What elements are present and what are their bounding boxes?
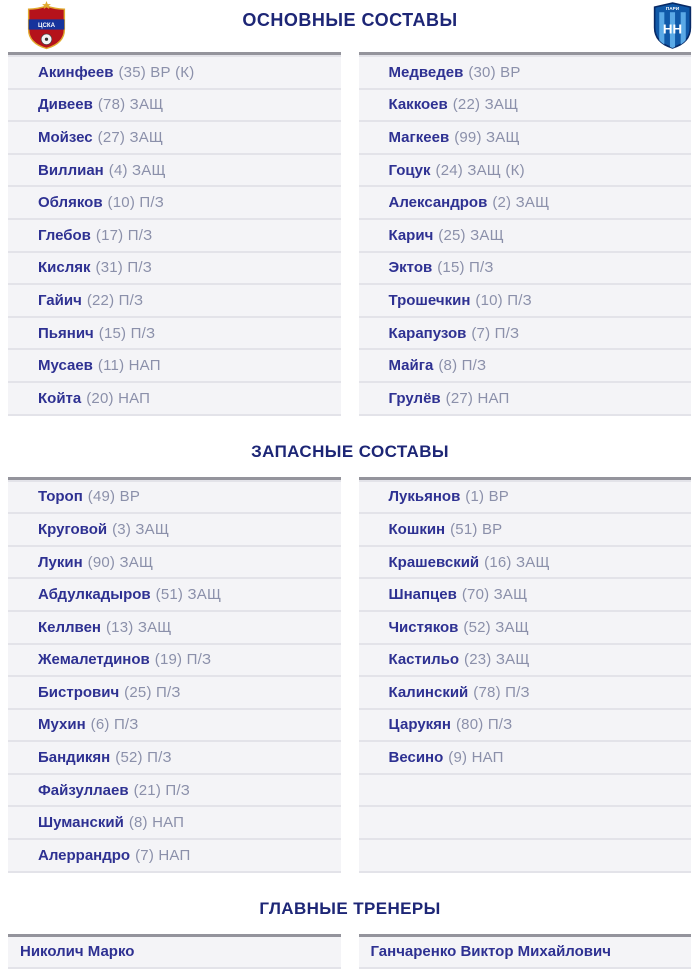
coach-name: Николич Марко xyxy=(20,943,135,961)
player-number-position: (8) П/З xyxy=(438,357,487,375)
player-name: Пьянич xyxy=(38,324,94,342)
player-row[interactable] xyxy=(8,773,341,806)
player-name: Лукьянов xyxy=(388,488,461,506)
player-number-position: (16) ЗАЩ xyxy=(484,553,550,571)
player-name: Бистрович xyxy=(38,683,120,701)
player-row[interactable] xyxy=(359,283,692,316)
player-row[interactable] xyxy=(8,675,341,708)
player-name: Тороп xyxy=(38,488,83,506)
player-number-position: (10) П/З xyxy=(107,194,164,212)
player-name: Гайич xyxy=(38,291,82,309)
player-row[interactable] xyxy=(8,643,341,676)
player-name: Грулёв xyxy=(388,389,441,407)
cska-crest-text: ЦСКА xyxy=(37,22,56,30)
player-name: Кастильо xyxy=(388,651,460,669)
player-number-position: (7) П/З xyxy=(471,324,520,342)
player-row[interactable] xyxy=(8,512,341,545)
player-number-position: (23) ЗАЩ xyxy=(464,651,530,669)
pari-nn-crest-top-text: ПАРИ xyxy=(665,6,680,12)
player-number-position: (35) ВР (К) xyxy=(118,63,195,81)
player-name: Магкеев xyxy=(388,128,450,146)
player-name: Карич xyxy=(388,226,434,244)
player-number-position: (25) ЗАЩ xyxy=(438,226,504,244)
section-title-substitutes: ЗАПАСНЫЕ СОСТАВЫ xyxy=(251,441,449,461)
player-name: Чистяков xyxy=(388,618,459,636)
player-row[interactable] xyxy=(359,675,692,708)
player-row[interactable] xyxy=(8,838,341,871)
player-row[interactable] xyxy=(359,185,692,218)
player-number-position: (17) П/З xyxy=(95,226,153,244)
subs-home-list xyxy=(8,477,341,873)
starting-lineups xyxy=(8,52,691,416)
player-row[interactable] xyxy=(8,283,341,316)
player-name: Шуманский xyxy=(38,814,124,832)
player-number-position: (78) ЗАЩ xyxy=(97,96,164,114)
player-name: Алеррандро xyxy=(38,846,131,864)
coach-row[interactable] xyxy=(8,937,341,968)
player-row[interactable] xyxy=(359,348,692,381)
pari-nn-crest-text: НН xyxy=(662,21,683,37)
player-number-position: (3) ЗАЩ xyxy=(112,520,170,538)
player-name: Кисляк xyxy=(38,259,91,277)
player-name: Крашевский xyxy=(388,553,480,571)
player-number-position: (10) П/З xyxy=(475,291,532,309)
player-row[interactable] xyxy=(359,251,692,284)
coaches-section xyxy=(8,934,691,969)
player-number-position: (22) П/З xyxy=(86,291,144,309)
player-number-position: (70) ЗАЩ xyxy=(461,586,528,604)
player-row[interactable] xyxy=(8,251,341,284)
player-number-position: (49) ВР xyxy=(87,488,141,506)
player-name: Эктов xyxy=(388,259,433,277)
player-name: Обляков xyxy=(38,194,103,212)
player-name: Файзуллаев xyxy=(38,781,129,799)
player-row[interactable] xyxy=(359,120,692,153)
player-row[interactable] xyxy=(359,805,692,838)
player-row[interactable] xyxy=(359,512,692,545)
player-row[interactable] xyxy=(359,545,692,578)
player-name: Дивеев xyxy=(38,96,93,114)
starting-away-list xyxy=(359,52,692,416)
player-number-position: (52) ЗАЩ xyxy=(463,618,529,636)
player-row[interactable] xyxy=(8,120,341,153)
player-number-position: (6) П/З xyxy=(90,716,139,734)
player-number-position: (8) НАП xyxy=(128,814,185,832)
player-number-position: (15) П/З xyxy=(98,324,156,342)
player-name: Келлвен xyxy=(38,618,101,636)
player-name: Жемалетдинов xyxy=(38,651,150,669)
player-name: Александров xyxy=(388,194,488,212)
player-name: Абдулкадыров xyxy=(38,586,151,604)
player-row[interactable] xyxy=(8,805,341,838)
player-row[interactable] xyxy=(8,316,341,349)
player-row[interactable] xyxy=(8,218,341,251)
player-name: Царукян xyxy=(388,716,451,734)
player-name: Глебов xyxy=(38,226,91,244)
player-row[interactable] xyxy=(8,708,341,741)
player-row[interactable] xyxy=(8,348,341,381)
player-row[interactable] xyxy=(8,153,341,186)
coach-name: Ганчаренко Виктор Михайлович xyxy=(370,943,611,961)
player-number-position: (21) П/З xyxy=(133,781,191,799)
player-name: Лукин xyxy=(38,553,83,571)
player-number-position: (24) ЗАЩ (К) xyxy=(435,161,525,179)
player-number-position: (1) ВР xyxy=(465,488,510,506)
player-name: Майга xyxy=(388,357,434,375)
player-row[interactable] xyxy=(359,218,692,251)
player-number-position: (9) НАП xyxy=(448,749,504,767)
player-row[interactable] xyxy=(359,610,692,643)
player-name: Каккоев xyxy=(388,96,448,114)
player-name: Виллиан xyxy=(38,161,104,179)
player-row[interactable] xyxy=(8,381,341,414)
player-number-position: (25) П/З xyxy=(124,683,181,701)
player-name: Мухин xyxy=(38,716,86,734)
player-name: Мойзес xyxy=(38,128,93,146)
player-row[interactable] xyxy=(8,610,341,643)
player-number-position: (19) П/З xyxy=(154,651,212,669)
player-name: Кошкин xyxy=(388,520,446,538)
player-name: Шнапцев xyxy=(388,586,457,604)
starting-home-list xyxy=(8,52,341,416)
player-number-position: (78) П/З xyxy=(473,683,530,701)
coach-home-list xyxy=(8,934,341,969)
player-number-position: (31) П/З xyxy=(95,259,152,277)
player-row[interactable] xyxy=(359,643,692,676)
player-row[interactable] xyxy=(8,545,341,578)
player-name: Калинский xyxy=(388,683,469,701)
player-number-position: (51) ЗАЩ xyxy=(155,586,222,604)
player-name: Акинфеев xyxy=(38,63,114,81)
player-number-position: (52) П/З xyxy=(115,749,172,767)
player-row[interactable] xyxy=(359,773,692,806)
player-row[interactable] xyxy=(8,55,341,88)
player-row[interactable] xyxy=(359,316,692,349)
player-name: Койта xyxy=(38,389,82,407)
player-row[interactable] xyxy=(359,480,692,513)
player-name: Карапузов xyxy=(388,324,467,342)
player-row[interactable] xyxy=(359,88,692,121)
player-name: Медведев xyxy=(388,63,464,81)
cska-crest-icon[interactable] xyxy=(24,1,69,55)
player-number-position: (51) ВР xyxy=(450,520,503,538)
player-number-position: (80) П/З xyxy=(455,716,513,734)
player-row[interactable] xyxy=(359,381,692,414)
lineups-header xyxy=(0,0,700,52)
player-name: Бандикян xyxy=(38,749,111,767)
player-number-position: (90) ЗАЩ xyxy=(87,553,154,571)
subs-away-list xyxy=(359,477,692,873)
player-number-position: (13) ЗАЩ xyxy=(105,618,172,636)
player-number-position: (20) НАП xyxy=(86,389,151,407)
player-row[interactable] xyxy=(8,740,341,773)
section-title-coaches: ГЛАВНЫЕ ТРЕНЕРЫ xyxy=(259,898,441,918)
coach-away-list xyxy=(359,934,692,969)
player-row[interactable] xyxy=(8,185,341,218)
player-row[interactable] xyxy=(359,153,692,186)
player-row[interactable] xyxy=(359,838,692,871)
player-number-position: (30) ВР xyxy=(468,63,521,81)
coach-row[interactable] xyxy=(359,937,692,968)
player-number-position: (15) П/З xyxy=(437,259,494,277)
player-number-position: (7) НАП xyxy=(135,846,191,864)
player-number-position: (4) ЗАЩ xyxy=(108,161,166,179)
substitute-lineups xyxy=(8,477,691,873)
player-number-position: (27) НАП xyxy=(445,389,510,407)
pari-nn-crest-icon[interactable] xyxy=(652,1,693,55)
player-name: Гоцук xyxy=(388,161,431,179)
player-number-position: (27) ЗАЩ xyxy=(97,128,164,146)
player-row[interactable] xyxy=(359,577,692,610)
player-row[interactable] xyxy=(8,577,341,610)
player-row[interactable] xyxy=(359,55,692,88)
player-row[interactable] xyxy=(8,88,341,121)
player-number-position: (22) ЗАЩ xyxy=(452,96,519,114)
player-name: Весино xyxy=(388,749,444,767)
player-name: Трошечкин xyxy=(388,291,471,309)
player-row[interactable] xyxy=(359,740,692,773)
section-title-starting: ОСНОВНЫЕ СОСТАВЫ xyxy=(242,10,458,30)
player-number-position: (99) ЗАЩ xyxy=(454,128,520,146)
player-name: Круговой xyxy=(38,520,108,538)
player-row[interactable] xyxy=(8,480,341,513)
player-number-position: (11) НАП xyxy=(97,357,161,375)
player-name: Мусаев xyxy=(38,357,93,375)
player-number-position: (2) ЗАЩ xyxy=(492,194,550,212)
player-row[interactable] xyxy=(359,708,692,741)
